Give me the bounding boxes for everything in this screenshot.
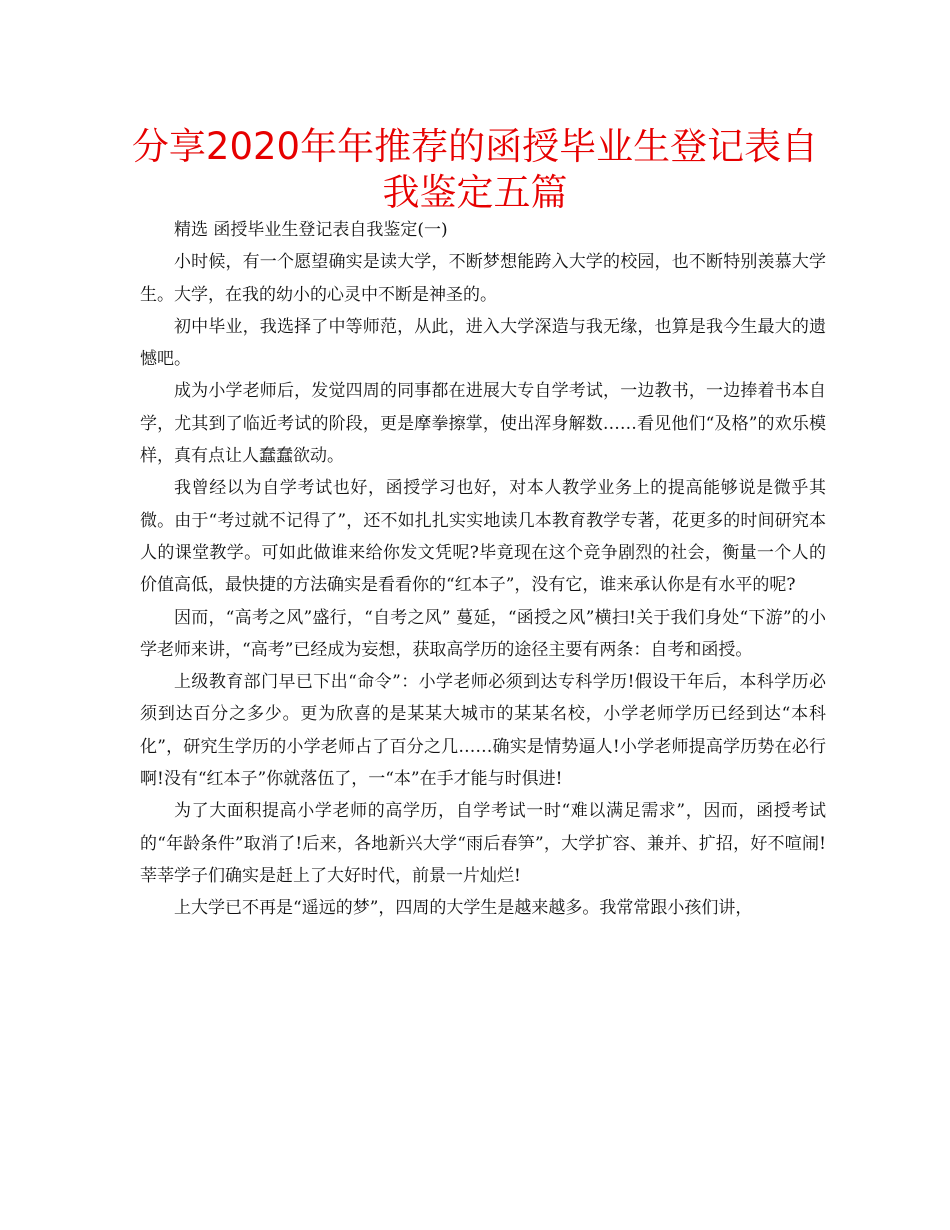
section-heading: 精选 函授毕业生登记表自我鉴定(一) — [174, 220, 448, 240]
paragraph: 初中毕业，我选择了中等师范，从此，进入大学深造与我无缘，也算是我今生最大的遗憾吧。 — [140, 316, 826, 370]
paragraph: 因而，“高考之风”盛行，“自考之风” 蔓延，“函授之风”横扫!关于我们身处“下游”的小学老师来讲，“高考”已经成为妄想，获取高学历的途径主要有两条：自考和函授。 — [140, 607, 826, 660]
paragraph: 上大学已不再是“遥远的梦”，四周的大学生是越来越多。我常常跟小孩们讲， — [174, 898, 753, 919]
document-title: 分享2020年年推荐的函授毕业生登记表自我鉴定五篇 — [131, 125, 819, 214]
paragraph: 小时候，有一个愿望确实是读大学，不断梦想能跨入大学的校园，也不断特别羡慕大学生。大学，在我的幼小的心灵中不断是神圣的。 — [140, 252, 826, 305]
document-body — [140, 214, 826, 925]
paragraph: 为了大面积提高小学老师的高学历，自学考试一时“难以满足需求”，因而，函授考试的“年龄条件”取消了!后来，各地新兴大学“雨后春笋”，大学扩容、兼并、扩招，好不喧闹!莘莘学子们确实是赶上了大好时代，前景一片灿烂! — [140, 801, 826, 886]
paragraph: 上级教育部门早已下出“命令”：小学老师必须到达专科学历!假设干年后，本科学历必须到达百分之多少。更为欣喜的是某某大城市的某某名校，小学老师学历已经到达“本科化”，研究生学历的小学老师占了百分之几……确实是情势逼人!小学老师提高学历势在必行啊!没有“红本子”你就落伍了，一“本”在手才能与时俱进! — [140, 672, 826, 790]
paragraph: 我曾经以为自学考试也好，函授学习也好，对本人教学业务上的提高能够说是微乎其微。由于“考过就不记得了”，还不如扎扎实实地读几本教育教学专著，花更多的时间研究本人的课堂教学。可如此做谁来给你发文凭呢?毕竟现在这个竞争剧烈的社会，衡量一个人的价值高低，最快捷的方法确实是看看你的“红本子”，没有它，谁来承认你是有水平的呢? — [140, 478, 826, 596]
paragraph: 成为小学老师后，发觉四周的同事都在进展大专自学考试，一边教书，一边捧着书本自学，尤其到了临近考试的阶段，更是摩拳擦掌，使出浑身解数……看见他们“及格”的欢乐模样，真有点让人蠢蠢欲动。 — [140, 381, 826, 467]
